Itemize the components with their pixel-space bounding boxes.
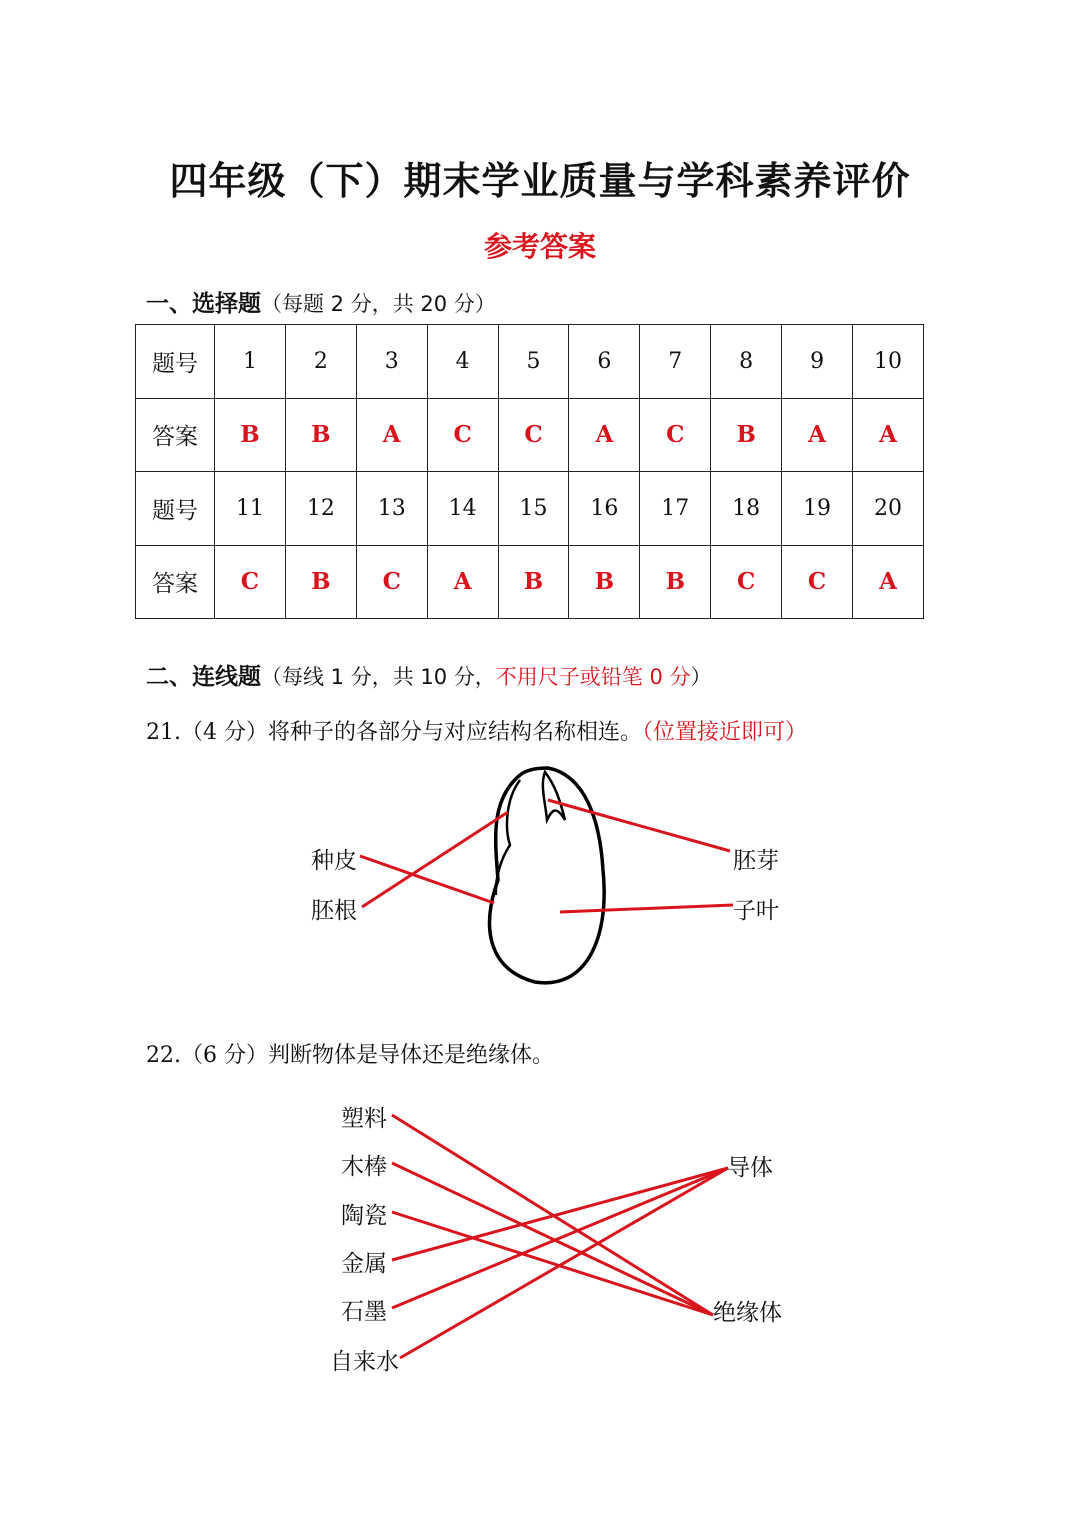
- answer-cell: A: [782, 398, 853, 472]
- label-conductor: 导体: [727, 1155, 773, 1181]
- question-number: 19: [782, 472, 853, 546]
- section-2-red-note: 不用尺子或铅笔 0 分: [495, 665, 691, 689]
- question-number: 20: [853, 472, 924, 546]
- answer-cell: A: [853, 398, 924, 472]
- answer-cell: C: [711, 545, 782, 619]
- answer-cell: A: [427, 545, 498, 619]
- answer-cell: B: [285, 398, 356, 472]
- answer-cell: B: [640, 545, 711, 619]
- question-number: 18: [711, 472, 782, 546]
- row-label: 答案: [136, 398, 215, 472]
- answer-cell: C: [782, 545, 853, 619]
- question-number: 13: [356, 472, 427, 546]
- line-cotyledon: [560, 905, 733, 912]
- question-21-hint: （位置接近即可）: [641, 720, 807, 745]
- question-number: 4: [427, 325, 498, 399]
- label-seedcoat: 种皮: [311, 848, 357, 874]
- question-number: 2: [285, 325, 356, 399]
- label-graphite: 石墨: [341, 1299, 387, 1325]
- section-2-note: （每线 1 分，共 10 分，: [261, 665, 496, 689]
- row-label: 答案: [136, 545, 215, 619]
- question-number: 15: [498, 472, 569, 546]
- line-tapwater: [400, 1168, 728, 1358]
- question-number: 7: [640, 325, 711, 399]
- question-number: 11: [215, 472, 286, 546]
- label-wood: 木棒: [341, 1154, 387, 1180]
- line-radicle: [362, 812, 508, 907]
- question-22: [146, 1038, 554, 1069]
- line-graphite: [392, 1168, 728, 1308]
- seed-outline: [490, 768, 605, 983]
- question-21-text: 21.（4 分）将种子的各部分与对应结构名称相连。: [146, 720, 642, 745]
- line-plumule: [548, 800, 730, 851]
- answer-cell: C: [356, 545, 427, 619]
- page-subtitle: 参考答案: [483, 230, 596, 263]
- seed-sprout: [543, 772, 565, 820]
- answer-cell: B: [285, 545, 356, 619]
- answer-cell: A: [569, 398, 640, 472]
- question-22-text: 22.（6 分）判断物体是导体还是绝缘体。: [146, 1043, 554, 1068]
- answer-cell: C: [498, 398, 569, 472]
- question-number: 10: [853, 325, 924, 399]
- q22-lines: [392, 1115, 728, 1358]
- label-ceramic: 陶瓷: [341, 1203, 387, 1229]
- question-number: 9: [782, 325, 853, 399]
- label-plumule: 胚芽: [733, 848, 779, 874]
- label-cotyledon: 子叶: [733, 898, 779, 924]
- question-number: 1: [215, 325, 286, 399]
- answer-cell: C: [215, 545, 286, 619]
- page-title: 四年级（下）期末学业质量与学科素养评价: [169, 159, 911, 203]
- row-label: 题号: [136, 325, 215, 399]
- question-number: 17: [640, 472, 711, 546]
- answer-cell: B: [215, 398, 286, 472]
- label-radicle: 胚根: [311, 898, 357, 924]
- row-label: 题号: [136, 472, 215, 546]
- seed-illustration: [490, 768, 605, 983]
- question-number: 16: [569, 472, 640, 546]
- question-number: 5: [498, 325, 569, 399]
- label-plastic: 塑料: [341, 1106, 387, 1132]
- question-number: 6: [569, 325, 640, 399]
- answer-cell: B: [569, 545, 640, 619]
- answer-cell: B: [711, 398, 782, 472]
- line-ceramic: [392, 1212, 713, 1315]
- answer-cell: A: [853, 545, 924, 619]
- label-insulator: 绝缘体: [713, 1300, 782, 1326]
- section-1-note: （每题 2 分，共 20 分）: [261, 292, 496, 316]
- answer-cell: A: [356, 398, 427, 472]
- question-number: 12: [285, 472, 356, 546]
- question-number: 8: [711, 325, 782, 399]
- label-metal: 金属: [341, 1251, 387, 1277]
- question-number: 3: [356, 325, 427, 399]
- label-tapwater: 自来水: [330, 1349, 399, 1375]
- line-metal: [392, 1168, 728, 1260]
- section-1-title: 一、选择题: [146, 291, 261, 317]
- section-2-close: ）: [690, 665, 712, 689]
- answer-cell: C: [427, 398, 498, 472]
- answer-cell: C: [640, 398, 711, 472]
- question-number: 14: [427, 472, 498, 546]
- answer-cell: B: [498, 545, 569, 619]
- section-2-title: 二、连线题: [146, 664, 261, 690]
